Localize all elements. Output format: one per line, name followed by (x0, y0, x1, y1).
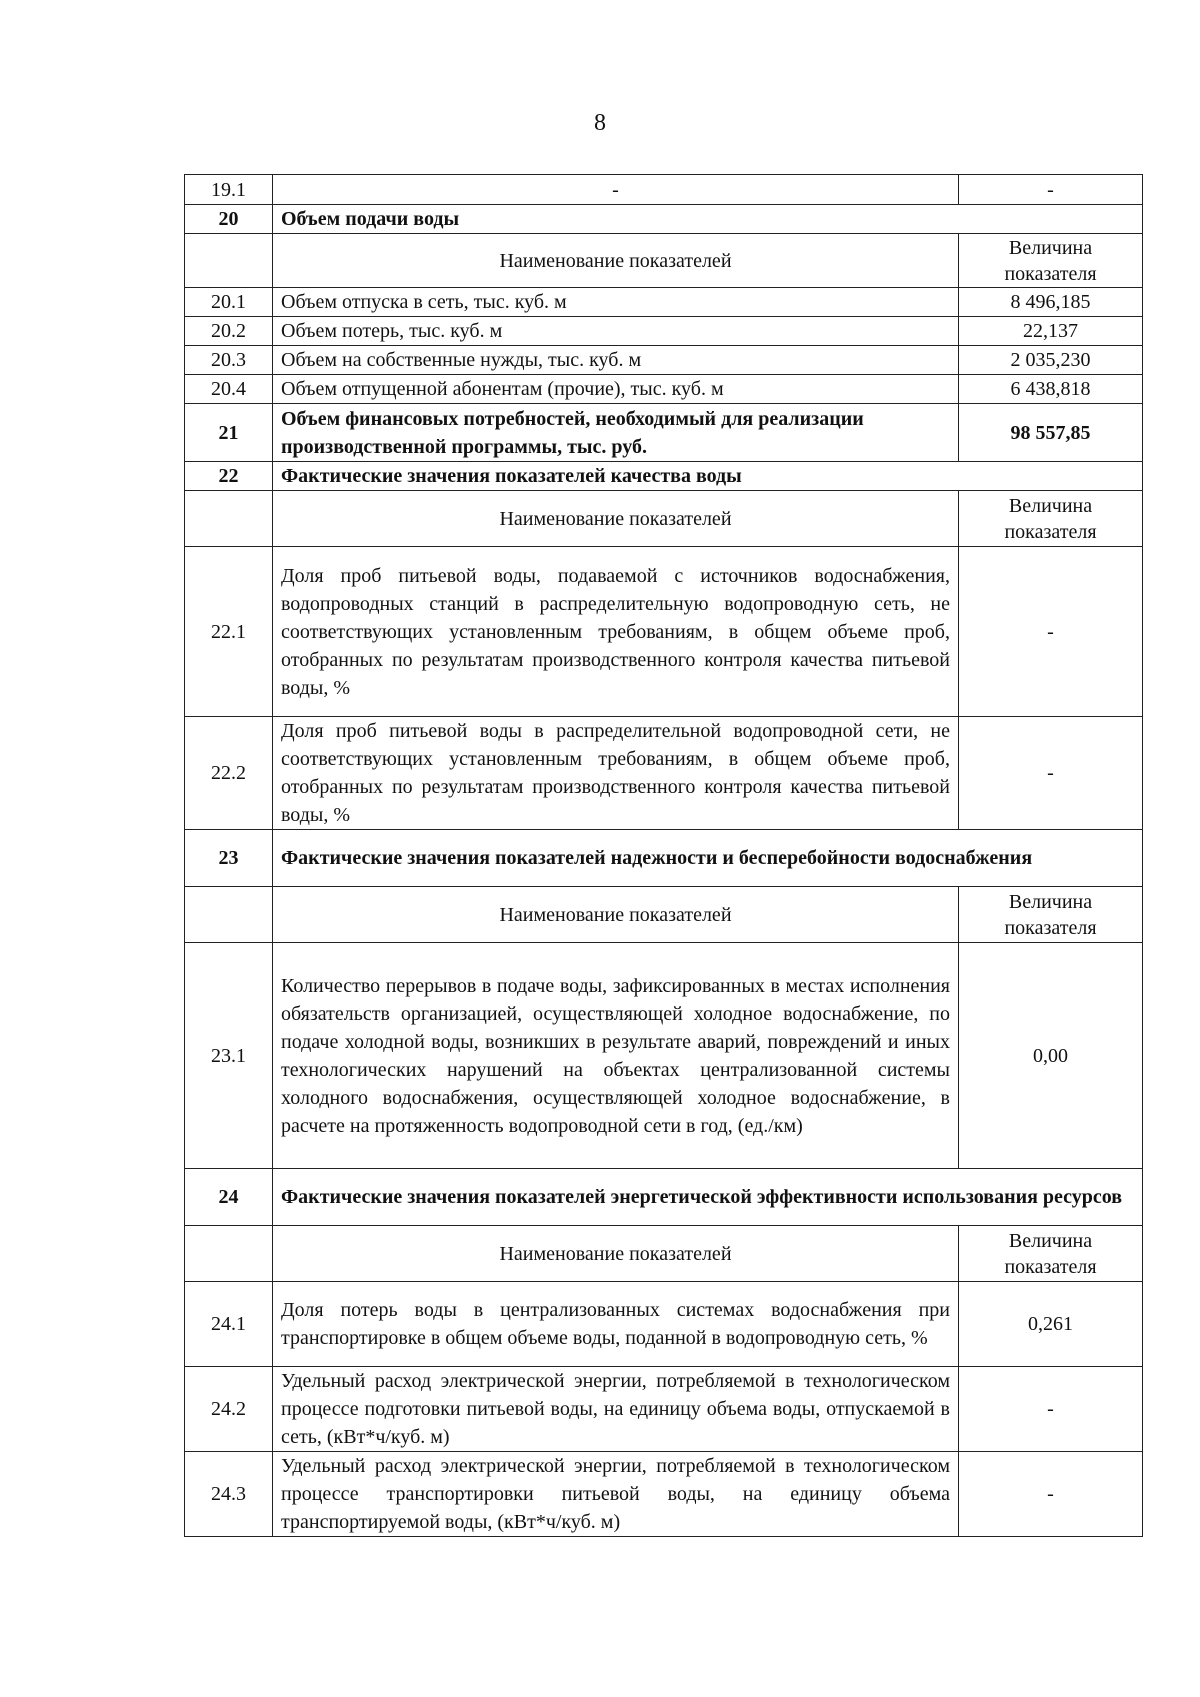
column-header-name: Наименование показателей (273, 887, 959, 943)
section-row-20 (185, 205, 1143, 234)
column-header-name: Наименование показателей (273, 1226, 959, 1282)
section-title: Объем финансовых потребностей, необходимый для реализации производственной программы, тыс. руб. (273, 404, 959, 462)
table-row-20-3 (185, 346, 1143, 375)
section-number: 22 (185, 462, 273, 491)
row-number: 24.1 (185, 1282, 273, 1367)
section-title: Объем подачи воды (273, 205, 1143, 234)
section-row-23 (185, 830, 1143, 887)
section-number: 21 (185, 404, 273, 462)
indicator-name: Объем на собственные нужды, тыс. куб. м (273, 346, 959, 375)
section-row-24 (185, 1169, 1143, 1226)
empty-cell (185, 887, 273, 943)
indicator-value: 2 035,230 (959, 346, 1143, 375)
row-number: 20.1 (185, 288, 273, 317)
row-number: 23.1 (185, 943, 273, 1169)
indicator-value: - (959, 1367, 1143, 1452)
column-header-value: Величина показателя (959, 491, 1143, 547)
row-number: 24.3 (185, 1452, 273, 1537)
column-header-value: Величина показателя (959, 1226, 1143, 1282)
column-header-value: Величина показателя (959, 887, 1143, 943)
table-row-22-2 (185, 717, 1143, 830)
indicator-name: Количество перерывов в подаче воды, зафиксированных в местах исполнения обязательств организацией, осуществляющей холодное водоснабжение, по подаче холодной воды, возникших в результате аварий, повреждений и иных технологических нарушений на объектах централизованной системы холодного водоснабжения, осуществляющей холодное водоснабжение, в расчете на протяженность водопроводной сети в год, (ед./км) (273, 943, 959, 1169)
indicator-name: Объем отпуска в сеть, тыс. куб. м (273, 288, 959, 317)
header-row-22 (185, 491, 1143, 547)
section-value: 98 557,85 (959, 404, 1143, 462)
row-number: 19.1 (185, 175, 273, 205)
indicator-name: Доля потерь воды в централизованных системах водоснабжения при транспортировке в общем объеме воды, поданной в водопроводную сеть, % (273, 1282, 959, 1367)
section-title: Фактические значения показателей качества воды (273, 462, 1143, 491)
header-row-20 (185, 234, 1143, 288)
empty-cell (185, 234, 273, 288)
section-number: 23 (185, 830, 273, 887)
indicator-value: - (959, 1452, 1143, 1537)
table-row-24-1 (185, 1282, 1143, 1367)
empty-cell (185, 491, 273, 547)
section-number: 20 (185, 205, 273, 234)
empty-cell (185, 1226, 273, 1282)
table-row-20-4 (185, 375, 1143, 404)
indicator-value: - (959, 717, 1143, 830)
indicator-value: - (959, 175, 1143, 205)
column-header-name: Наименование показателей (273, 234, 959, 288)
row-number: 20.2 (185, 317, 273, 346)
page-number: 8 (594, 110, 606, 136)
table-row-20-1 (185, 288, 1143, 317)
table-row-20-2 (185, 317, 1143, 346)
table-row-19-1 (185, 175, 1143, 205)
row-number: 20.4 (185, 375, 273, 404)
indicator-name: Доля проб питьевой воды, подаваемой с источников водоснабжения, водопроводных станций в распределительную водопроводную сеть, не соответствующих установленным требованиям, в общем объеме проб, отобранных по результатам производственного контроля качества питьевой воды, % (273, 547, 959, 717)
section-title: Фактические значения показателей надежности и бесперебойности водоснабжения (273, 830, 1143, 887)
header-row-23 (185, 887, 1143, 943)
section-row-22 (185, 462, 1143, 491)
indicator-value: 8 496,185 (959, 288, 1143, 317)
indicator-name: Объем отпущенной абонентам (прочие), тыс. куб. м (273, 375, 959, 404)
column-header-value: Величина показателя (959, 234, 1143, 288)
row-number: 22.2 (185, 717, 273, 830)
indicator-name: Удельный расход электрической энергии, потребляемой в технологическом процессе подготовки питьевой воды, на единицу объема воды, отпускаемой в сеть, (кВт*ч/куб. м) (273, 1367, 959, 1452)
indicator-name: Объем потерь, тыс. куб. м (273, 317, 959, 346)
column-header-name: Наименование показателей (273, 491, 959, 547)
indicator-value: - (959, 547, 1143, 717)
table-row-24-2 (185, 1367, 1143, 1452)
indicator-value: 0,00 (959, 943, 1143, 1169)
section-number: 24 (185, 1169, 273, 1226)
indicator-name: Доля проб питьевой воды в распределительной водопроводной сети, не соответствующих установленным требованиям, в общем объеме проб, отобранных по результатам производственного контроля качества питьевой воды, % (273, 717, 959, 830)
table-row-23-1 (185, 943, 1143, 1169)
section-row-21 (185, 404, 1143, 462)
section-title: Фактические значения показателей энергетической эффективности использования ресурсов (273, 1169, 1143, 1226)
table-row-24-3 (185, 1452, 1143, 1537)
row-number: 22.1 (185, 547, 273, 717)
row-number: 20.3 (185, 346, 273, 375)
table-row-22-1 (185, 547, 1143, 717)
indicators-table (184, 174, 1143, 1537)
indicator-value: 0,261 (959, 1282, 1143, 1367)
indicator-value: 22,137 (959, 317, 1143, 346)
indicator-name: - (273, 175, 959, 205)
indicator-value: 6 438,818 (959, 375, 1143, 404)
header-row-24 (185, 1226, 1143, 1282)
indicator-name: Удельный расход электрической энергии, потребляемой в технологическом процессе транспортировки питьевой воды, на единицу объема транспортируемой воды, (кВт*ч/куб. м) (273, 1452, 959, 1537)
row-number: 24.2 (185, 1367, 273, 1452)
